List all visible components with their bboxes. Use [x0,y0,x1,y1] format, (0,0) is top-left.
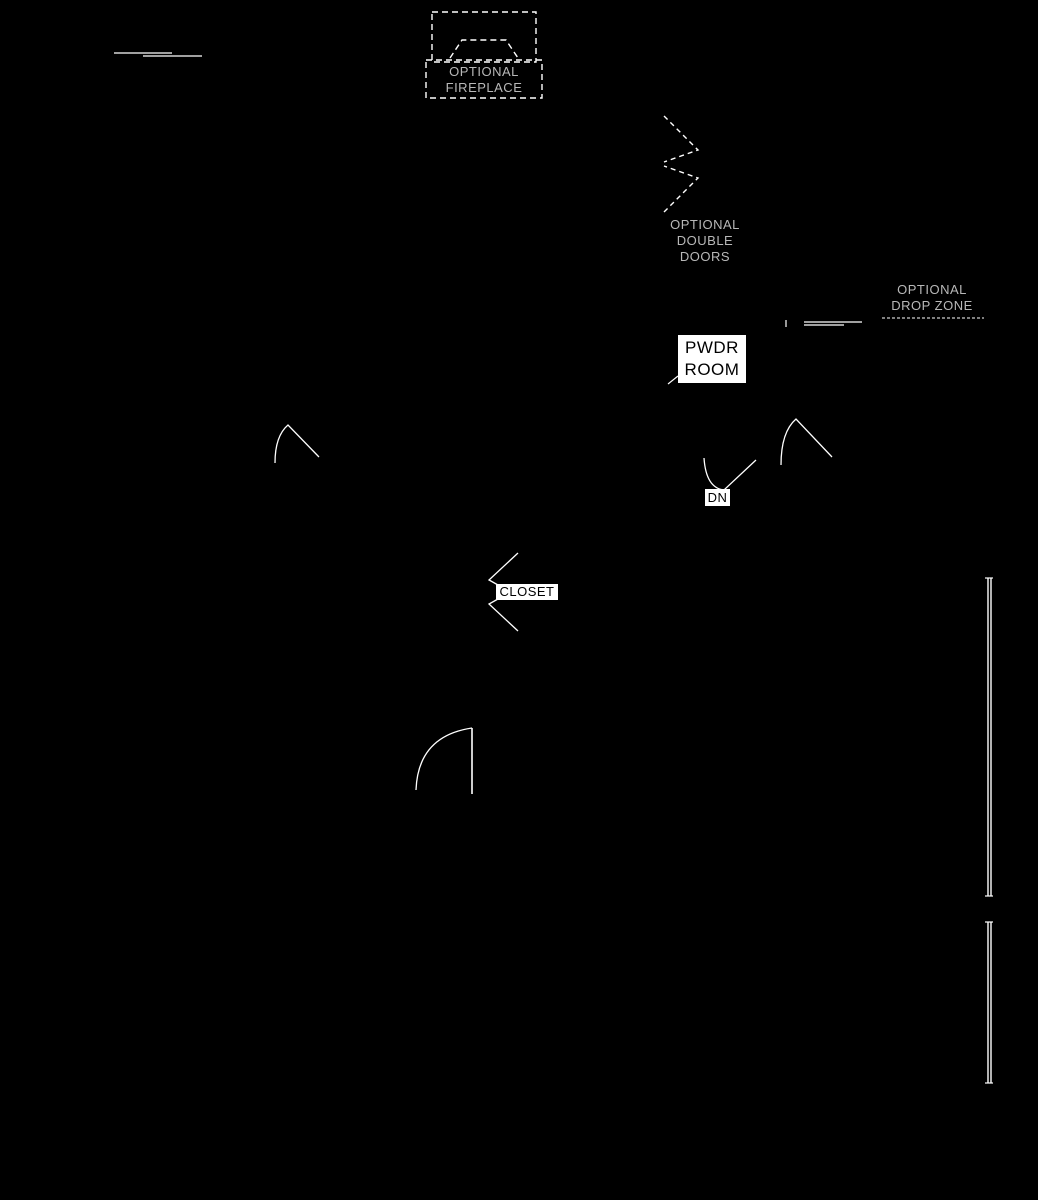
pwdr-room-label [678,335,746,383]
double-doors-label [655,217,755,265]
double-doors-label-line: DOORS [679,249,731,264]
double-doors-label-line: OPTIONAL [670,217,740,232]
closet-label: CLOSET [496,584,558,600]
double-doors-label-line: DOUBLE [676,233,734,248]
fireplace-label-line: OPTIONAL [449,64,519,79]
fireplace-label-line: FIREPLACE [445,80,523,95]
stair-dn-label: DN [705,489,730,506]
drop-zone-label-line: OPTIONAL [897,282,967,297]
fireplace-label [426,64,542,96]
pwdr-room-label-line: ROOM [684,360,740,379]
drop-zone-label-line: DROP ZONE [891,298,973,313]
drop-zone-label [876,282,988,314]
pwdr-room-label-line: PWDR [685,338,739,357]
